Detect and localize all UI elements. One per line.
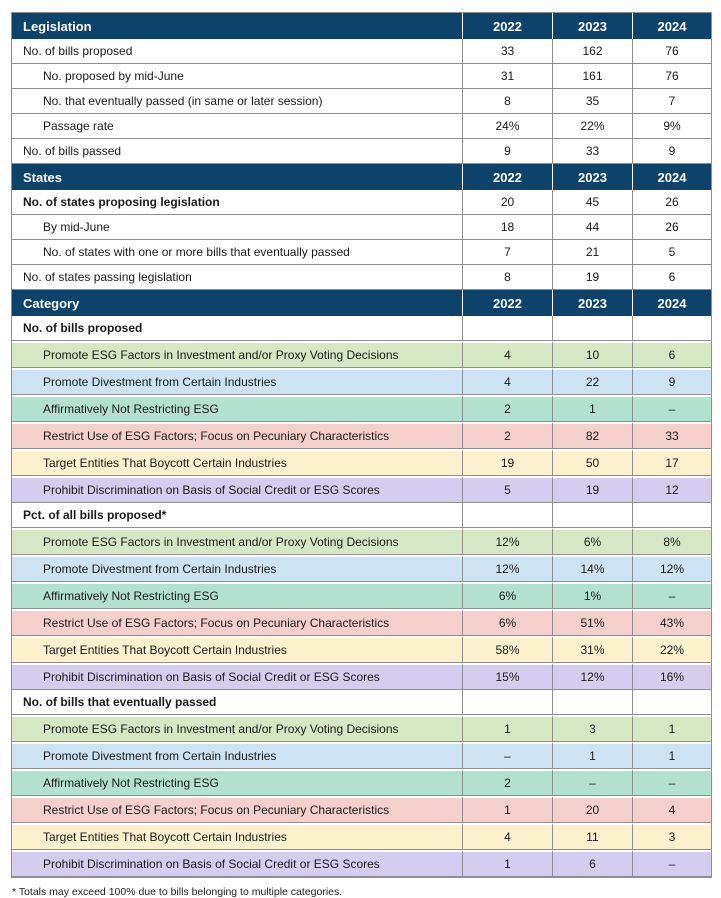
section-title: Category — [12, 290, 463, 316]
value-cell: 22% — [553, 114, 633, 139]
value-cell: 8% — [633, 528, 711, 555]
row-label: Promote Divestment from Certain Industries — [12, 555, 463, 582]
value-cell: 1 — [553, 395, 633, 422]
value-cell — [463, 316, 553, 341]
row-label: Target Entities That Boycott Certain Industries — [12, 449, 463, 476]
category-row — [12, 368, 711, 395]
section-header-category — [12, 290, 711, 316]
category-row — [12, 742, 711, 769]
value-cell: 9 — [633, 368, 711, 395]
row-label: Prohibit Discrimination on Basis of Social Credit or ESG Scores — [12, 850, 463, 877]
value-cell: 24% — [463, 114, 553, 139]
value-cell: 19 — [553, 265, 633, 290]
category-row — [12, 796, 711, 823]
value-cell: 33 — [463, 39, 553, 64]
value-cell: 26 — [633, 190, 711, 215]
value-cell: 4 — [463, 368, 553, 395]
value-cell — [553, 690, 633, 715]
row-label: No. of states with one or more bills that eventually passed — [12, 240, 463, 265]
category-row — [12, 555, 711, 582]
row-label: Prohibit Discrimination on Basis of Social Credit or ESG Scores — [12, 663, 463, 690]
value-cell: 20 — [553, 796, 633, 823]
category-row — [12, 528, 711, 555]
value-cell: 22% — [633, 636, 711, 663]
table-row — [12, 190, 711, 215]
row-label: Promote ESG Factors in Investment and/or Proxy Voting Decisions — [12, 341, 463, 368]
section-title: Legislation — [12, 13, 463, 39]
value-cell: 9 — [463, 139, 553, 164]
value-cell: 4 — [463, 823, 553, 850]
value-cell: 51% — [553, 609, 633, 636]
value-cell: 7 — [633, 89, 711, 114]
value-cell: – — [633, 769, 711, 796]
value-cell: 31 — [463, 64, 553, 89]
value-cell: 3 — [553, 715, 633, 742]
value-cell: 12% — [553, 663, 633, 690]
value-cell: – — [633, 395, 711, 422]
category-row — [12, 850, 711, 877]
row-label: No. of bills proposed — [12, 39, 463, 64]
value-cell: 76 — [633, 39, 711, 64]
table-row — [12, 690, 711, 715]
value-cell: 9 — [633, 139, 711, 164]
table-row — [12, 265, 711, 290]
value-cell: 1 — [463, 850, 553, 877]
table-row — [12, 89, 711, 114]
category-row — [12, 823, 711, 850]
table-row — [12, 215, 711, 240]
value-cell: 50 — [553, 449, 633, 476]
row-label: Affirmatively Not Restricting ESG — [12, 582, 463, 609]
value-cell: 12% — [463, 555, 553, 582]
row-label: No. that eventually passed (in same or later session) — [12, 89, 463, 114]
section-header-states — [12, 164, 711, 190]
value-cell: 9% — [633, 114, 711, 139]
value-cell: 12 — [633, 476, 711, 503]
value-cell: 1 — [633, 715, 711, 742]
category-row — [12, 449, 711, 476]
value-cell: 44 — [553, 215, 633, 240]
table-row — [12, 139, 711, 164]
row-label: Passage rate — [12, 114, 463, 139]
category-row — [12, 715, 711, 742]
value-cell: 33 — [553, 139, 633, 164]
category-row — [12, 582, 711, 609]
row-label: No. of bills passed — [12, 139, 463, 164]
value-cell: 5 — [463, 476, 553, 503]
row-label: No. proposed by mid-June — [12, 64, 463, 89]
value-cell: 15% — [463, 663, 553, 690]
row-label: Promote ESG Factors in Investment and/or Proxy Voting Decisions — [12, 715, 463, 742]
value-cell: 2 — [463, 769, 553, 796]
row-label: Promote Divestment from Certain Industries — [12, 368, 463, 395]
value-cell: 19 — [463, 449, 553, 476]
row-label: Affirmatively Not Restricting ESG — [12, 395, 463, 422]
value-cell: 26 — [633, 215, 711, 240]
row-label: Target Entities That Boycott Certain Industries — [12, 823, 463, 850]
value-cell: 1 — [633, 742, 711, 769]
footnote: * Totals may exceed 100% due to bills belonging to multiple categories. — [12, 886, 343, 898]
row-label: Restrict Use of ESG Factors; Focus on Pecuniary Characteristics — [12, 796, 463, 823]
section-header-legislation — [12, 13, 711, 39]
value-cell: 82 — [553, 422, 633, 449]
value-cell: 161 — [553, 64, 633, 89]
value-cell — [633, 503, 711, 528]
value-cell: 21 — [553, 240, 633, 265]
value-cell: 6% — [463, 609, 553, 636]
year-column-header: 2022 — [463, 13, 553, 39]
value-cell: 6% — [553, 528, 633, 555]
year-column-header: 2022 — [463, 290, 553, 316]
value-cell: 162 — [553, 39, 633, 64]
category-row — [12, 609, 711, 636]
section-title: States — [12, 164, 463, 190]
table-row — [12, 39, 711, 64]
value-cell: 8 — [463, 265, 553, 290]
category-row — [12, 663, 711, 690]
row-label: Pct. of all bills proposed* — [12, 503, 463, 528]
value-cell — [553, 316, 633, 341]
value-cell: 17 — [633, 449, 711, 476]
value-cell: 12% — [463, 528, 553, 555]
value-cell: 2 — [463, 395, 553, 422]
year-column-header: 2024 — [633, 290, 711, 316]
year-column-header: 2023 — [553, 164, 633, 190]
value-cell: 12% — [633, 555, 711, 582]
value-cell: 22 — [553, 368, 633, 395]
row-label: Prohibit Discrimination on Basis of Social Credit or ESG Scores — [12, 476, 463, 503]
row-label: No. of bills proposed — [12, 316, 463, 341]
value-cell: 6% — [463, 582, 553, 609]
row-label: Promote Divestment from Certain Industries — [12, 742, 463, 769]
row-label: No. of bills that eventually passed — [12, 690, 463, 715]
row-label: No. of states passing legislation — [12, 265, 463, 290]
value-cell: 76 — [633, 64, 711, 89]
value-cell: 45 — [553, 190, 633, 215]
value-cell: 1% — [553, 582, 633, 609]
row-label: Promote ESG Factors in Investment and/or Proxy Voting Decisions — [12, 528, 463, 555]
row-label: Restrict Use of ESG Factors; Focus on Pecuniary Characteristics — [12, 609, 463, 636]
value-cell: 7 — [463, 240, 553, 265]
value-cell: 35 — [553, 89, 633, 114]
value-cell: 20 — [463, 190, 553, 215]
value-cell: 1 — [463, 715, 553, 742]
value-cell — [633, 690, 711, 715]
category-row — [12, 341, 711, 368]
value-cell — [633, 316, 711, 341]
value-cell: 3 — [633, 823, 711, 850]
value-cell: 2 — [463, 422, 553, 449]
value-cell: – — [553, 769, 633, 796]
year-column-header: 2023 — [553, 290, 633, 316]
row-label: By mid-June — [12, 215, 463, 240]
report-table-body — [12, 13, 711, 877]
value-cell: 5 — [633, 240, 711, 265]
value-cell: 6 — [633, 265, 711, 290]
table-row — [12, 64, 711, 89]
value-cell: 1 — [463, 796, 553, 823]
value-cell: 10 — [553, 341, 633, 368]
table-row — [12, 316, 711, 341]
value-cell: – — [633, 582, 711, 609]
value-cell: 11 — [553, 823, 633, 850]
row-label: Restrict Use of ESG Factors; Focus on Pecuniary Characteristics — [12, 422, 463, 449]
year-column-header: 2022 — [463, 164, 553, 190]
category-row — [12, 636, 711, 663]
value-cell: 6 — [553, 850, 633, 877]
legislation-report-table — [11, 12, 712, 878]
value-cell — [463, 690, 553, 715]
value-cell: – — [463, 742, 553, 769]
value-cell: 4 — [633, 796, 711, 823]
value-cell: – — [633, 850, 711, 877]
value-cell: 33 — [633, 422, 711, 449]
row-label: Affirmatively Not Restricting ESG — [12, 769, 463, 796]
category-row — [12, 395, 711, 422]
value-cell: 18 — [463, 215, 553, 240]
value-cell: 6 — [633, 341, 711, 368]
value-cell — [553, 503, 633, 528]
value-cell: 31% — [553, 636, 633, 663]
value-cell: 8 — [463, 89, 553, 114]
category-row — [12, 769, 711, 796]
year-column-header: 2024 — [633, 164, 711, 190]
category-row — [12, 422, 711, 449]
table-row — [12, 240, 711, 265]
value-cell: 16% — [633, 663, 711, 690]
value-cell — [463, 503, 553, 528]
row-label: Target Entities That Boycott Certain Industries — [12, 636, 463, 663]
value-cell: 58% — [463, 636, 553, 663]
year-column-header: 2024 — [633, 13, 711, 39]
value-cell: 14% — [553, 555, 633, 582]
value-cell: 19 — [553, 476, 633, 503]
category-row — [12, 476, 711, 503]
table-row — [12, 503, 711, 528]
value-cell: 4 — [463, 341, 553, 368]
row-label: No. of states proposing legislation — [12, 190, 463, 215]
year-column-header: 2023 — [553, 13, 633, 39]
table-row — [12, 114, 711, 139]
value-cell: 1 — [553, 742, 633, 769]
value-cell: 43% — [633, 609, 711, 636]
